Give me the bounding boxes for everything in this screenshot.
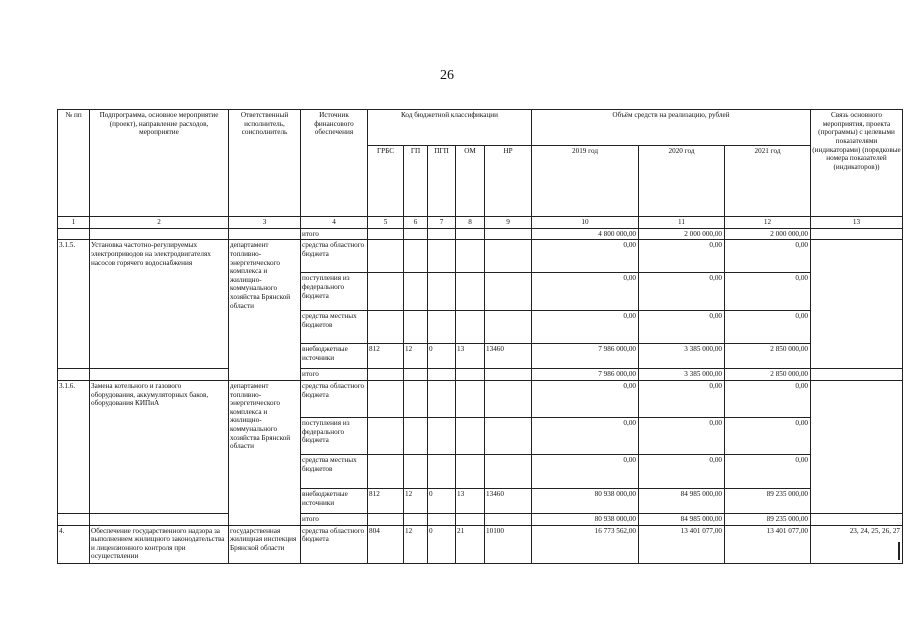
col-num: 13 (811, 217, 903, 229)
gp-cell: 12 (404, 344, 428, 369)
value-2020: 0,00 (639, 240, 725, 273)
col-num: 10 (532, 217, 639, 229)
source-cell: внебюджетные источники (301, 488, 368, 513)
col-num: 11 (639, 217, 725, 229)
total-2020: 2 000 000,00 (639, 228, 725, 240)
total-2019: 80 938 000,00 (532, 513, 639, 525)
column-numbers-row (58, 217, 903, 229)
value-2021: 0,00 (725, 273, 811, 311)
header-pgp: ПГП (428, 146, 456, 217)
table-row (58, 513, 903, 525)
value-2019: 0,00 (532, 311, 639, 344)
total-2020: 84 985 000,00 (639, 513, 725, 525)
value-2020: 3 385 000,00 (639, 344, 725, 369)
np-cell: 10100 (485, 525, 532, 563)
header-source: Источник финансового обеспечения (301, 110, 368, 217)
gp-cell: 12 (404, 525, 428, 563)
value-2019: 0,00 (532, 380, 639, 417)
source-cell: средства областного бюджета (301, 380, 368, 417)
value-2021: 0,00 (725, 454, 811, 488)
col-num: 1 (58, 217, 90, 229)
table-row (58, 380, 903, 417)
source-cell: средства областного бюджета (301, 240, 368, 273)
value-2019: 16 773 562,00 (532, 525, 639, 563)
om-cell: 21 (456, 525, 485, 563)
item-responsible: государственная жилищная инспекция Брянской области (229, 525, 301, 563)
header-2020: 2020 год (639, 146, 725, 217)
value-2019: 0,00 (532, 240, 639, 273)
indicator-link: 23, 24, 25, 26, 27 (811, 525, 903, 563)
value-2019: 7 986 000,00 (532, 344, 639, 369)
item-name: Обеспечение государственного надзора за выполнением жилищного законодательства и лицензионного контроля при осуществлении (90, 525, 229, 563)
value-2020: 0,00 (639, 273, 725, 311)
value-2021: 89 235 000,00 (725, 488, 811, 513)
value-2021: 0,00 (725, 380, 811, 417)
pgp-cell: 0 (428, 344, 456, 369)
table-row (58, 525, 903, 563)
header-np: НР (485, 146, 532, 217)
om-cell: 13 (456, 344, 485, 369)
page-number: 26 (440, 68, 454, 83)
value-2019: 0,00 (532, 273, 639, 311)
pgp-cell: 0 (428, 488, 456, 513)
item-responsible: департамент топливно-энергетического комплекса и жилищно-коммунального хозяйства Брянской области (229, 240, 301, 381)
col-num: 9 (485, 217, 532, 229)
col-num: 6 (404, 217, 428, 229)
value-2020: 0,00 (639, 311, 725, 344)
om-cell: 13 (456, 488, 485, 513)
header-budget-code: Код бюджетной классификации (368, 110, 532, 146)
grbs-cell: 812 (368, 344, 404, 369)
total-2021: 89 235 000,00 (725, 513, 811, 525)
item-number: 4. (58, 525, 90, 563)
source-cell: внебюджетные источники (301, 344, 368, 369)
source-cell: средства местных бюджетов (301, 311, 368, 344)
value-2021: 0,00 (725, 311, 811, 344)
value-2019: 0,00 (532, 454, 639, 488)
value-2020: 13 401 077,00 (639, 525, 725, 563)
col-num: 4 (301, 217, 368, 229)
col-num: 3 (229, 217, 301, 229)
total-2019: 7 986 000,00 (532, 369, 639, 381)
source-cell: поступления из федерального бюджета (301, 273, 368, 311)
header-volume: Объём средств на реализацию, рублей (532, 110, 811, 146)
table-row (58, 228, 903, 240)
col-num: 2 (90, 217, 229, 229)
table-row (58, 369, 903, 381)
header-no: № пп (58, 110, 90, 217)
source-cell: поступления из федерального бюджета (301, 417, 368, 454)
header-link: Связь основного мероприятия, проекта (программы) с целевыми показателями (индикаторами) (порядковые номера показателей (индикаторов)) (811, 110, 903, 217)
header-om: ОМ (456, 146, 485, 217)
budget-table (57, 109, 903, 564)
value-2021: 2 850 000,00 (725, 344, 811, 369)
value-2019: 80 938 000,00 (532, 488, 639, 513)
total-2021: 2 000 000,00 (725, 228, 811, 240)
table-row (58, 240, 903, 273)
total-label: итого (301, 228, 368, 240)
np-cell: 13460 (485, 344, 532, 369)
source-cell: средства местных бюджетов (301, 454, 368, 488)
value-2020: 84 985 000,00 (639, 488, 725, 513)
source-cell: средства областного бюджета (301, 525, 368, 563)
header-gp: ГП (404, 146, 428, 217)
header-responsible: Ответственный исполнитель, соисполнитель (229, 110, 301, 217)
item-responsible: департамент топливно-энергетического комплекса и жилищно-коммунального хозяйства Брянской области (229, 380, 301, 525)
total-2021: 2 850 000,00 (725, 369, 811, 381)
np-cell: 13460 (485, 488, 532, 513)
header-program: Подпрограмма, основное мероприятие (проект), направление расходов, мероприятие (90, 110, 229, 217)
item-number: 3.1.5. (58, 240, 90, 369)
total-2020: 3 385 000,00 (639, 369, 725, 381)
value-2020: 0,00 (639, 417, 725, 454)
value-2021: 13 401 077,00 (725, 525, 811, 563)
grbs-cell: 812 (368, 488, 404, 513)
col-num: 7 (428, 217, 456, 229)
value-2021: 0,00 (725, 417, 811, 454)
pgp-cell: 0 (428, 525, 456, 563)
grbs-cell: 804 (368, 525, 404, 563)
value-2019: 0,00 (532, 417, 639, 454)
col-num: 12 (725, 217, 811, 229)
item-name: Установка частотно-регулируемых электроприводов на электродвигателях насосов горячего водоснабжения (90, 240, 229, 369)
total-label: итого (301, 513, 368, 525)
header-2021: 2021 год (725, 146, 811, 217)
gp-cell: 12 (404, 488, 428, 513)
total-label: итого (301, 369, 368, 381)
total-2019: 4 800 000,00 (532, 228, 639, 240)
col-num: 5 (368, 217, 404, 229)
header-grbs: ГРБС (368, 146, 404, 217)
item-name: Замена котельного и газового оборудования, аккумуляторных баков, оборудования КИПиА (90, 380, 229, 513)
value-2020: 0,00 (639, 454, 725, 488)
item-number: 3.1.6. (58, 380, 90, 513)
value-2021: 0,00 (725, 240, 811, 273)
col-num: 8 (456, 217, 485, 229)
value-2020: 0,00 (639, 380, 725, 417)
header-2019: 2019 год (532, 146, 639, 217)
